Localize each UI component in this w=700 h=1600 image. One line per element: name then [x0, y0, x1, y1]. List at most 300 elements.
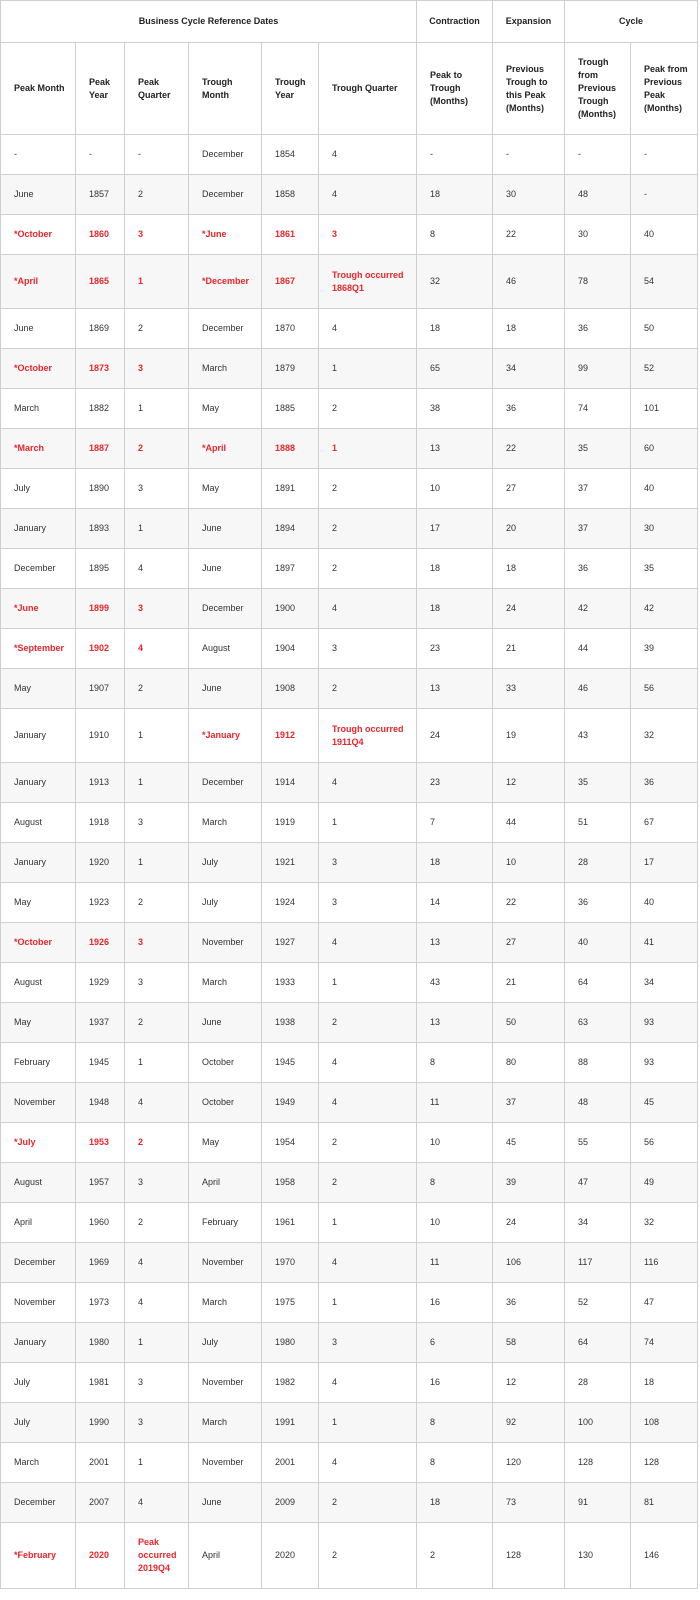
cell-previous-trough-to-peak: 92	[493, 1403, 565, 1443]
cell-previous-trough-to-peak: 22	[493, 883, 565, 923]
cell-peak-month: May	[1, 1003, 76, 1043]
cell-trough-quarter: 3	[319, 629, 417, 669]
cell-peak-year: 1910	[76, 709, 125, 763]
cell-peak-to-trough: 8	[417, 1043, 493, 1083]
cell-peak-month: *October	[1, 215, 76, 255]
cell-peak-from-previous-peak: 40	[631, 469, 698, 509]
cell-trough-year: 1885	[262, 389, 319, 429]
table-row	[1, 1203, 698, 1243]
cell-trough-from-previous-trough: 48	[565, 1083, 631, 1123]
cell-trough-year: 1991	[262, 1403, 319, 1443]
table-row	[1, 923, 698, 963]
cell-trough-year: 1919	[262, 803, 319, 843]
cell-peak-quarter: 3	[125, 923, 189, 963]
table-row	[1, 1083, 698, 1123]
cell-peak-year: 1893	[76, 509, 125, 549]
cell-previous-trough-to-peak: 24	[493, 1203, 565, 1243]
cell-peak-month: *October	[1, 923, 76, 963]
cell-peak-to-trough: 23	[417, 629, 493, 669]
cell-trough-quarter: 2	[319, 669, 417, 709]
group-header-row	[1, 1, 698, 43]
cell-peak-from-previous-peak: 39	[631, 629, 698, 669]
cell-trough-quarter: Trough occurred 1911Q4	[319, 709, 417, 763]
cell-trough-quarter: 1	[319, 1283, 417, 1323]
cell-trough-quarter: Trough occurred 1868Q1	[319, 255, 417, 309]
cell-peak-year: 1929	[76, 963, 125, 1003]
cell-peak-from-previous-peak: 30	[631, 509, 698, 549]
cell-peak-to-trough: 18	[417, 589, 493, 629]
table-header	[1, 1, 698, 135]
table-row	[1, 763, 698, 803]
cell-peak-quarter: 2	[125, 1003, 189, 1043]
cell-peak-from-previous-peak: 32	[631, 709, 698, 763]
cell-trough-year: 1894	[262, 509, 319, 549]
cell-trough-from-previous-trough: 28	[565, 843, 631, 883]
cell-peak-quarter: 2	[125, 883, 189, 923]
cell-peak-year: 1926	[76, 923, 125, 963]
group-header-contraction: Contraction	[417, 1, 493, 43]
cell-trough-month: July	[189, 843, 262, 883]
cell-trough-year: 1980	[262, 1323, 319, 1363]
cell-peak-quarter: 3	[125, 215, 189, 255]
table-row	[1, 1043, 698, 1083]
cell-trough-year: 1982	[262, 1363, 319, 1403]
cell-peak-to-trough: 17	[417, 509, 493, 549]
cell-peak-year: 2007	[76, 1483, 125, 1523]
table-row	[1, 349, 698, 389]
table-row	[1, 1163, 698, 1203]
cell-peak-year: 1860	[76, 215, 125, 255]
cell-peak-year: 1869	[76, 309, 125, 349]
cell-trough-year: 1854	[262, 135, 319, 175]
cell-peak-from-previous-peak: 74	[631, 1323, 698, 1363]
cell-peak-year: 1945	[76, 1043, 125, 1083]
cell-trough-from-previous-trough: 34	[565, 1203, 631, 1243]
cell-peak-month: August	[1, 803, 76, 843]
table-row	[1, 843, 698, 883]
cell-peak-from-previous-peak: 128	[631, 1443, 698, 1483]
cell-previous-trough-to-peak: 18	[493, 549, 565, 589]
cell-trough-month: November	[189, 1363, 262, 1403]
cell-peak-quarter: 4	[125, 629, 189, 669]
cell-peak-from-previous-peak: 50	[631, 309, 698, 349]
cell-peak-quarter: 2	[125, 1123, 189, 1163]
cell-trough-month: March	[189, 803, 262, 843]
cell-peak-year: 2020	[76, 1523, 125, 1589]
cell-peak-month: April	[1, 1203, 76, 1243]
cell-trough-year: 1912	[262, 709, 319, 763]
cell-trough-year: 2009	[262, 1483, 319, 1523]
cell-trough-quarter: 4	[319, 175, 417, 215]
cell-trough-year: 1958	[262, 1163, 319, 1203]
cell-peak-to-trough: 23	[417, 763, 493, 803]
cell-peak-quarter: 1	[125, 709, 189, 763]
table-row	[1, 1403, 698, 1443]
cell-previous-trough-to-peak: 34	[493, 349, 565, 389]
cell-peak-quarter: 3	[125, 1403, 189, 1443]
cell-peak-quarter: -	[125, 135, 189, 175]
table-row	[1, 549, 698, 589]
cell-peak-year: 1990	[76, 1403, 125, 1443]
cell-peak-to-trough: 11	[417, 1243, 493, 1283]
cell-trough-from-previous-trough: 117	[565, 1243, 631, 1283]
cell-peak-from-previous-peak: 52	[631, 349, 698, 389]
cell-peak-month: July	[1, 1363, 76, 1403]
cell-previous-trough-to-peak: 128	[493, 1523, 565, 1589]
cell-trough-year: 1897	[262, 549, 319, 589]
table-row	[1, 883, 698, 923]
cell-previous-trough-to-peak: 19	[493, 709, 565, 763]
cell-peak-year: 1948	[76, 1083, 125, 1123]
cell-peak-to-trough: 16	[417, 1363, 493, 1403]
cell-trough-from-previous-trough: 47	[565, 1163, 631, 1203]
cell-trough-month: October	[189, 1083, 262, 1123]
cell-trough-month: August	[189, 629, 262, 669]
cell-peak-year: 1902	[76, 629, 125, 669]
cell-peak-month: December	[1, 549, 76, 589]
cell-peak-year: 1960	[76, 1203, 125, 1243]
cell-trough-quarter: 4	[319, 309, 417, 349]
cell-peak-year: -	[76, 135, 125, 175]
cell-peak-to-trough: 10	[417, 1203, 493, 1243]
cell-peak-quarter: 4	[125, 549, 189, 589]
cell-trough-quarter: 4	[319, 1443, 417, 1483]
cell-trough-month: *December	[189, 255, 262, 309]
table-row	[1, 1523, 698, 1589]
table-row	[1, 1443, 698, 1483]
cell-trough-month: March	[189, 349, 262, 389]
cell-peak-from-previous-peak: 60	[631, 429, 698, 469]
cell-peak-month: -	[1, 135, 76, 175]
cell-peak-from-previous-peak: 67	[631, 803, 698, 843]
cell-peak-quarter: Peak occurred 2019Q4	[125, 1523, 189, 1589]
cell-peak-to-trough: 10	[417, 1123, 493, 1163]
cell-peak-from-previous-peak: 36	[631, 763, 698, 803]
cell-trough-from-previous-trough: -	[565, 135, 631, 175]
cell-peak-month: January	[1, 709, 76, 763]
cell-trough-quarter: 2	[319, 1003, 417, 1043]
cell-peak-year: 1957	[76, 1163, 125, 1203]
cell-previous-trough-to-peak: 33	[493, 669, 565, 709]
cell-peak-month: *February	[1, 1523, 76, 1589]
cell-peak-year: 1857	[76, 175, 125, 215]
cell-peak-year: 1913	[76, 763, 125, 803]
cell-previous-trough-to-peak: -	[493, 135, 565, 175]
cell-trough-month: April	[189, 1163, 262, 1203]
cell-peak-to-trough: 2	[417, 1523, 493, 1589]
cell-peak-to-trough: 18	[417, 1483, 493, 1523]
cell-trough-year: 1975	[262, 1283, 319, 1323]
cell-peak-to-trough: 10	[417, 469, 493, 509]
cell-previous-trough-to-peak: 58	[493, 1323, 565, 1363]
column-header-peak-year: Peak Year	[76, 43, 125, 135]
cell-trough-quarter: 1	[319, 1403, 417, 1443]
cell-peak-quarter: 1	[125, 1323, 189, 1363]
cell-previous-trough-to-peak: 36	[493, 1283, 565, 1323]
table-row	[1, 709, 698, 763]
table-row	[1, 1363, 698, 1403]
cell-trough-month: December	[189, 135, 262, 175]
cell-trough-from-previous-trough: 52	[565, 1283, 631, 1323]
group-header-expansion: Expansion	[493, 1, 565, 43]
cell-peak-year: 2001	[76, 1443, 125, 1483]
cell-trough-month: November	[189, 1243, 262, 1283]
cell-peak-to-trough: 8	[417, 215, 493, 255]
cell-peak-year: 1882	[76, 389, 125, 429]
cell-trough-month: March	[189, 1283, 262, 1323]
cell-peak-year: 1895	[76, 549, 125, 589]
cell-peak-from-previous-peak: 116	[631, 1243, 698, 1283]
cell-trough-quarter: 4	[319, 923, 417, 963]
cell-trough-from-previous-trough: 35	[565, 429, 631, 469]
column-header-trough-month: Trough Month	[189, 43, 262, 135]
cell-peak-to-trough: 13	[417, 669, 493, 709]
cell-peak-quarter: 3	[125, 469, 189, 509]
cell-peak-quarter: 4	[125, 1283, 189, 1323]
cell-peak-month: August	[1, 1163, 76, 1203]
column-header-trough-from-previous-trough: Trough from Previous Trough (Months)	[565, 43, 631, 135]
cell-peak-year: 1973	[76, 1283, 125, 1323]
cell-peak-from-previous-peak: 40	[631, 215, 698, 255]
cell-trough-year: 2001	[262, 1443, 319, 1483]
cell-peak-month: January	[1, 763, 76, 803]
cell-trough-quarter: 4	[319, 1043, 417, 1083]
cell-peak-month: January	[1, 1323, 76, 1363]
cell-previous-trough-to-peak: 12	[493, 763, 565, 803]
cell-peak-from-previous-peak: 34	[631, 963, 698, 1003]
cell-trough-from-previous-trough: 63	[565, 1003, 631, 1043]
cell-peak-year: 1953	[76, 1123, 125, 1163]
cell-trough-quarter: 2	[319, 1483, 417, 1523]
group-header-cycle: Cycle	[565, 1, 698, 43]
cell-previous-trough-to-peak: 120	[493, 1443, 565, 1483]
cell-trough-quarter: 4	[319, 1083, 417, 1123]
cell-previous-trough-to-peak: 80	[493, 1043, 565, 1083]
cell-trough-year: 1970	[262, 1243, 319, 1283]
cell-peak-month: June	[1, 309, 76, 349]
cell-previous-trough-to-peak: 73	[493, 1483, 565, 1523]
cell-trough-quarter: 2	[319, 509, 417, 549]
cell-peak-from-previous-peak: 54	[631, 255, 698, 309]
cell-peak-year: 1873	[76, 349, 125, 389]
cell-peak-from-previous-peak: 56	[631, 669, 698, 709]
cell-peak-quarter: 1	[125, 1443, 189, 1483]
cell-trough-month: March	[189, 963, 262, 1003]
cell-peak-month: November	[1, 1083, 76, 1123]
cell-peak-to-trough: 38	[417, 389, 493, 429]
column-header-peak-from-previous-peak: Peak from Previous Peak (Months)	[631, 43, 698, 135]
cell-trough-quarter: 1	[319, 349, 417, 389]
cell-trough-quarter: 2	[319, 1163, 417, 1203]
cell-trough-year: 2020	[262, 1523, 319, 1589]
table-row	[1, 1123, 698, 1163]
cell-trough-year: 1867	[262, 255, 319, 309]
cell-peak-month: *October	[1, 349, 76, 389]
cell-trough-month: June	[189, 509, 262, 549]
cell-trough-month: June	[189, 1003, 262, 1043]
cell-trough-quarter: 1	[319, 803, 417, 843]
cell-trough-month: March	[189, 1403, 262, 1443]
cell-previous-trough-to-peak: 22	[493, 215, 565, 255]
cell-peak-quarter: 1	[125, 1043, 189, 1083]
cell-peak-quarter: 3	[125, 349, 189, 389]
table-row	[1, 1483, 698, 1523]
cell-trough-from-previous-trough: 48	[565, 175, 631, 215]
table-row	[1, 669, 698, 709]
cell-peak-quarter: 2	[125, 175, 189, 215]
cell-peak-to-trough: 8	[417, 1443, 493, 1483]
cell-trough-from-previous-trough: 30	[565, 215, 631, 255]
column-header-peak-month: Peak Month	[1, 43, 76, 135]
cell-peak-quarter: 2	[125, 669, 189, 709]
cell-peak-from-previous-peak: -	[631, 135, 698, 175]
cell-previous-trough-to-peak: 37	[493, 1083, 565, 1123]
cell-peak-year: 1923	[76, 883, 125, 923]
cell-trough-month: December	[189, 175, 262, 215]
cell-peak-year: 1980	[76, 1323, 125, 1363]
cell-previous-trough-to-peak: 45	[493, 1123, 565, 1163]
cell-trough-year: 1961	[262, 1203, 319, 1243]
cell-trough-from-previous-trough: 64	[565, 1323, 631, 1363]
cell-peak-from-previous-peak: 45	[631, 1083, 698, 1123]
cell-trough-quarter: 4	[319, 1243, 417, 1283]
cell-trough-month: June	[189, 669, 262, 709]
cell-peak-to-trough: 13	[417, 429, 493, 469]
cell-trough-from-previous-trough: 91	[565, 1483, 631, 1523]
cell-peak-quarter: 3	[125, 803, 189, 843]
cell-peak-to-trough: -	[417, 135, 493, 175]
cell-trough-quarter: 2	[319, 469, 417, 509]
cell-trough-month: December	[189, 763, 262, 803]
cell-peak-to-trough: 24	[417, 709, 493, 763]
cell-trough-quarter: 1	[319, 1203, 417, 1243]
cell-trough-from-previous-trough: 28	[565, 1363, 631, 1403]
cell-previous-trough-to-peak: 39	[493, 1163, 565, 1203]
table-row	[1, 1323, 698, 1363]
cell-peak-quarter: 3	[125, 963, 189, 1003]
cell-peak-month: March	[1, 1443, 76, 1483]
cell-peak-year: 1920	[76, 843, 125, 883]
cell-trough-quarter: 3	[319, 1323, 417, 1363]
table-row	[1, 469, 698, 509]
cell-trough-from-previous-trough: 99	[565, 349, 631, 389]
table-row	[1, 589, 698, 629]
cell-peak-quarter: 4	[125, 1243, 189, 1283]
cell-peak-quarter: 1	[125, 763, 189, 803]
cell-peak-quarter: 1	[125, 843, 189, 883]
cell-trough-from-previous-trough: 51	[565, 803, 631, 843]
cell-peak-to-trough: 16	[417, 1283, 493, 1323]
cell-previous-trough-to-peak: 50	[493, 1003, 565, 1043]
cell-peak-year: 1981	[76, 1363, 125, 1403]
cell-peak-quarter: 4	[125, 1483, 189, 1523]
column-header-peak-quarter: Peak Quarter	[125, 43, 189, 135]
cell-trough-month: *June	[189, 215, 262, 255]
cell-trough-year: 1904	[262, 629, 319, 669]
cell-trough-month: May	[189, 1123, 262, 1163]
cell-trough-quarter: 3	[319, 883, 417, 923]
cell-previous-trough-to-peak: 44	[493, 803, 565, 843]
cell-peak-quarter: 2	[125, 1203, 189, 1243]
cell-peak-month: December	[1, 1243, 76, 1283]
cell-peak-month: May	[1, 669, 76, 709]
table-row	[1, 803, 698, 843]
cell-peak-year: 1937	[76, 1003, 125, 1043]
cell-previous-trough-to-peak: 20	[493, 509, 565, 549]
cell-trough-year: 1870	[262, 309, 319, 349]
cell-peak-month: June	[1, 175, 76, 215]
cell-trough-month: July	[189, 883, 262, 923]
table-row	[1, 215, 698, 255]
cell-trough-month: *January	[189, 709, 262, 763]
cell-trough-from-previous-trough: 42	[565, 589, 631, 629]
cell-previous-trough-to-peak: 22	[493, 429, 565, 469]
column-header-row	[1, 43, 698, 135]
cell-peak-to-trough: 13	[417, 923, 493, 963]
cell-peak-to-trough: 14	[417, 883, 493, 923]
cell-trough-year: 1921	[262, 843, 319, 883]
cell-peak-quarter: 3	[125, 1363, 189, 1403]
cell-peak-month: January	[1, 843, 76, 883]
cell-peak-month: July	[1, 1403, 76, 1443]
cell-peak-to-trough: 8	[417, 1403, 493, 1443]
cell-peak-from-previous-peak: 93	[631, 1003, 698, 1043]
cell-peak-from-previous-peak: 41	[631, 923, 698, 963]
cell-trough-year: 1924	[262, 883, 319, 923]
cell-previous-trough-to-peak: 46	[493, 255, 565, 309]
cell-peak-quarter: 3	[125, 589, 189, 629]
cell-peak-to-trough: 18	[417, 175, 493, 215]
table-body	[1, 135, 698, 1589]
cell-peak-month: January	[1, 509, 76, 549]
cell-trough-year: 1900	[262, 589, 319, 629]
cell-peak-from-previous-peak: 40	[631, 883, 698, 923]
cell-peak-month: *June	[1, 589, 76, 629]
table-row	[1, 1243, 698, 1283]
cell-peak-month: *April	[1, 255, 76, 309]
cell-trough-from-previous-trough: 64	[565, 963, 631, 1003]
cell-peak-to-trough: 13	[417, 1003, 493, 1043]
cell-trough-from-previous-trough: 100	[565, 1403, 631, 1443]
cell-peak-quarter: 2	[125, 429, 189, 469]
cell-trough-month: May	[189, 389, 262, 429]
cell-trough-from-previous-trough: 78	[565, 255, 631, 309]
cell-peak-month: August	[1, 963, 76, 1003]
table-row	[1, 429, 698, 469]
cell-peak-month: May	[1, 883, 76, 923]
table-row	[1, 135, 698, 175]
cell-peak-to-trough: 7	[417, 803, 493, 843]
cell-trough-year: 1945	[262, 1043, 319, 1083]
cell-trough-from-previous-trough: 36	[565, 309, 631, 349]
cell-previous-trough-to-peak: 24	[493, 589, 565, 629]
cell-trough-month: April	[189, 1523, 262, 1589]
cell-peak-quarter: 1	[125, 255, 189, 309]
cell-peak-from-previous-peak: 47	[631, 1283, 698, 1323]
cell-trough-quarter: 2	[319, 1523, 417, 1589]
cell-trough-month: July	[189, 1323, 262, 1363]
cell-trough-month: November	[189, 1443, 262, 1483]
cell-peak-from-previous-peak: 17	[631, 843, 698, 883]
cell-trough-from-previous-trough: 37	[565, 469, 631, 509]
cell-trough-from-previous-trough: 130	[565, 1523, 631, 1589]
cell-trough-month: October	[189, 1043, 262, 1083]
cell-peak-year: 1907	[76, 669, 125, 709]
group-header-reference-dates: Business Cycle Reference Dates	[1, 1, 417, 43]
cell-trough-year: 1879	[262, 349, 319, 389]
cell-trough-month: June	[189, 549, 262, 589]
cell-trough-quarter: 4	[319, 763, 417, 803]
